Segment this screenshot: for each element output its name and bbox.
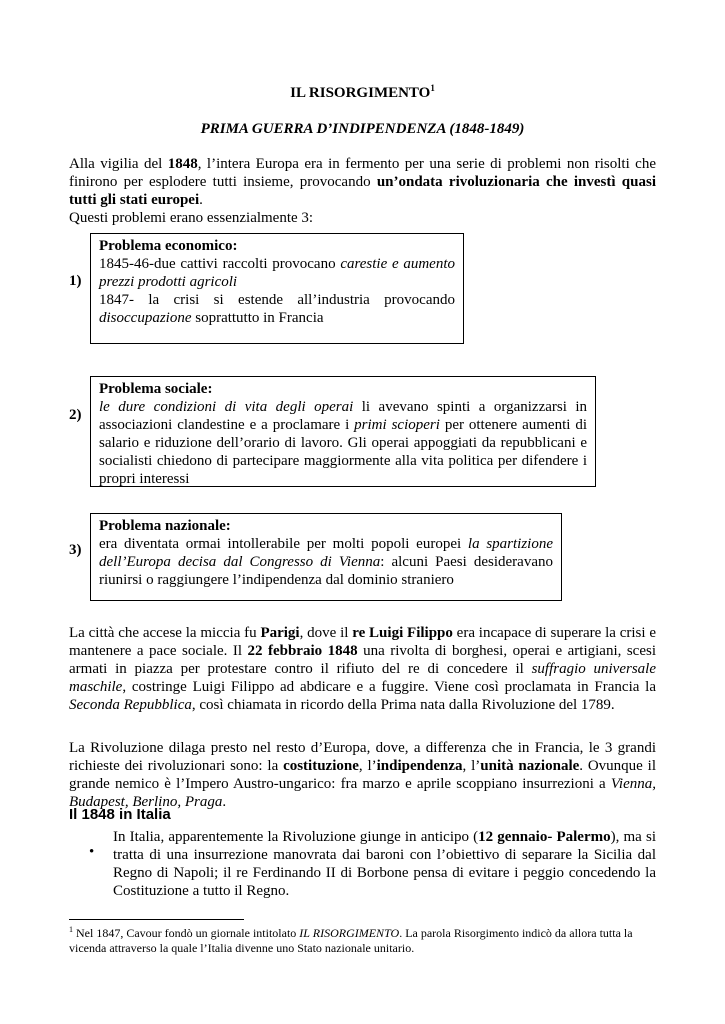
problem-text: era diventata ormai intollerabile per molti popoli europei la spartizione dell’Europa decisa dal Congresso di Vienna: alcuni Paesi desideravano riunirsi o raggiungere l’indipendenza dal dominio straniero <box>99 536 553 588</box>
intro-paragraph: Alla vigilia del 1848, l’intera Europa era in fermento per una serie di problemi non risolti che finirono per esplodere tutti insieme, provocando un’ondata rivoluzionaria che investì quasi tutti gli stati europei. Questi problemi erano essenzialmente 3: <box>69 156 656 226</box>
bullet-icon: • <box>89 844 95 860</box>
paris-paragraph: La città che accese la miccia fu Parigi, dove il re Luigi Filippo era incapace di superare la crisi e mantenere a pace sociale. Il 22 febbraio 1848 una rivolta di borghesi, operai e artigiani, scesi armati in piazza per protestare contro il rifiuto del re di concedere il suffragio universale maschile, costringe Luigi Filippo ad abdicare e a fuggire. Viene così proclamata in Francia la Seconda Repubblica, così chiamata in ricordo della Prima nata dalla Rivoluzione del 1789. <box>69 625 656 713</box>
problem-text: 1847- la crisi si estende all’industria provocando disoccupazione soprattutto in Francia <box>99 292 455 326</box>
page-subtitle: PRIMA GUERRA D’INDIPENDENZA (1848-1849) <box>200 121 525 137</box>
problem-heading: Problema sociale: <box>99 381 213 397</box>
problem-number: 2) <box>69 407 82 423</box>
problem-heading: Problema economico: <box>99 238 238 254</box>
problem-text: le dure condizioni di vita degli operai li avevano spinti a organizzarsi in associazioni clandestine e a proclamare i primi scioperi per ottenere aumenti di salario e riduzione dell’orario di lavoro. Gli operai appoggiati da repubblicani e socialisti chiedono di partecipare maggiormente alla vita politica per difendere i propri interessi <box>99 399 588 487</box>
problem-number: 1) <box>69 273 82 289</box>
footnote-divider <box>69 919 244 920</box>
problem-box-national <box>90 513 562 601</box>
problem-number: 3) <box>69 542 82 558</box>
section-heading: Il 1848 in Italia <box>69 806 171 823</box>
europe-paragraph: La Rivoluzione dilaga presto nel resto d’Europa, dove, a differenza che in Francia, le 3 grandi richieste dei rivoluzionari sono: la costituzione, l’indipendenza, l’unità nazionale. Ovunque il grande nemico è l’Impero Austro-ungarico: fra marzo e aprile scoppiano insurrezioni a Vienna, Budapest, Berlino, Praga. <box>69 740 657 810</box>
problem-text: 1845-46-due cattivi raccolti provocano carestie e aumento prezzi prodotti agricoli <box>99 256 455 290</box>
problem-box-economic <box>90 233 464 344</box>
problem-box-social <box>90 376 596 487</box>
problem-heading: Problema nazionale: <box>99 518 231 534</box>
footnote-ref: 1 <box>430 83 435 93</box>
italy-bullet-text: In Italia, apparentemente la Rivoluzione giunge in anticipo (12 gennaio- Palermo), ma si tratta di una insurrezione manovrata dai baroni con l’obiettivo di separare la Sicilia dal Regno di Napoli; il re Ferdinando II di Borbone pensa di evitare i peggio concedendo la Costituzione a tutto il Regno. <box>113 829 656 899</box>
page-title: IL RISORGIMENTO$^1$ <box>290 83 435 101</box>
footnote-mark: 1 <box>69 925 73 934</box>
footnote: $^1$ Nel 1847, Cavour fondò un giornale intitolato IL RISORGIMENTO. La parola Risorgimento indicò da allora tutta la vicenda attraverso la quale l’Italia divenne uno Stato nazionale unitario. <box>69 925 633 955</box>
